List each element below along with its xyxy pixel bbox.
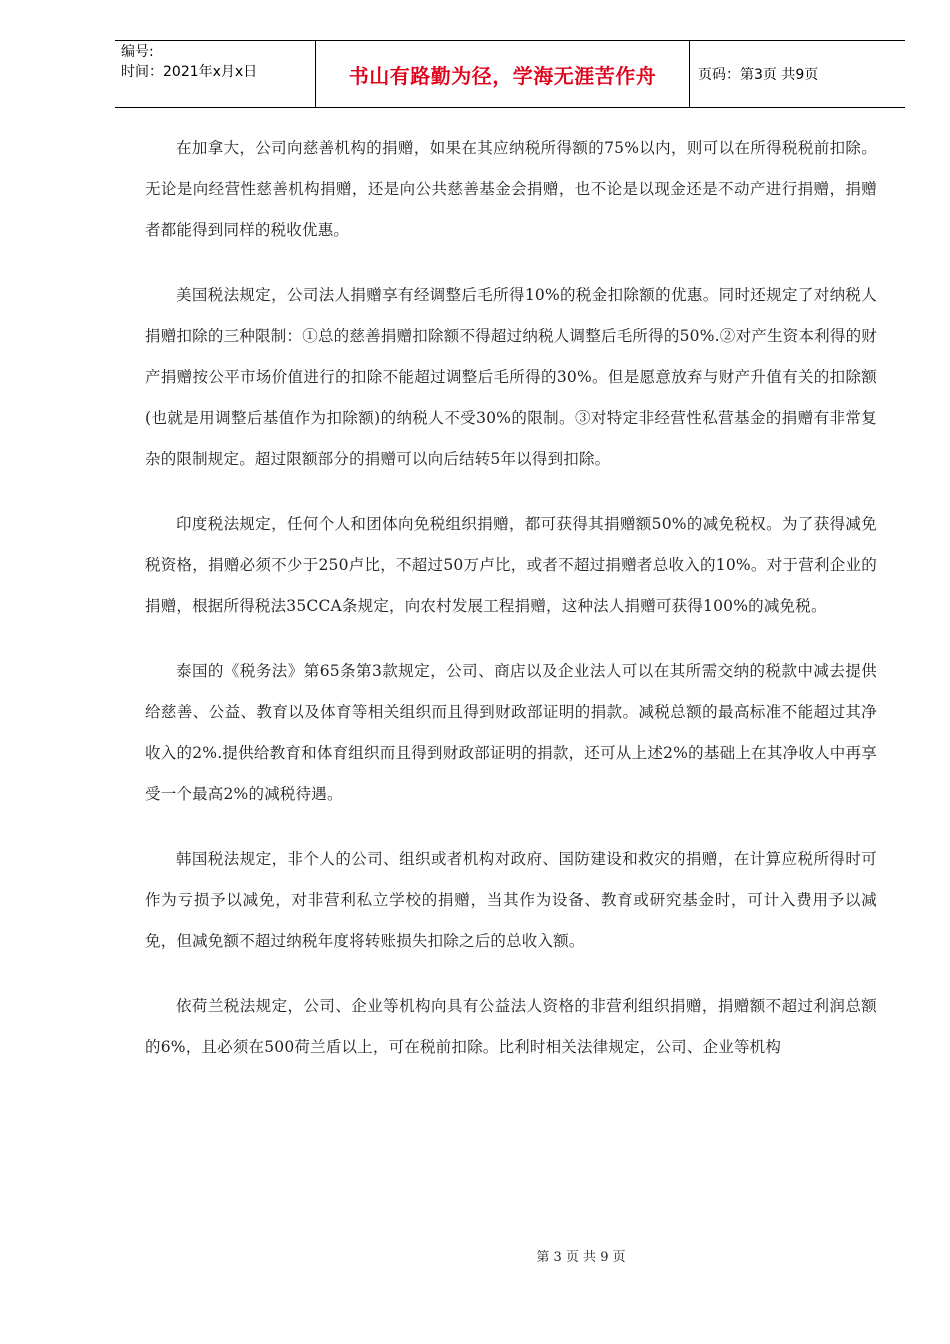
number-label: 编号: [121,44,154,60]
header-page-label: 页码：第3页 共9页 [698,67,819,83]
paragraph-korea: 韩国税法规定，非个人的公司、组织或者机构对政府、国防建设和救灾的捐赠，在计算应税所得时可作为亏损予以减免，对非营利私立学校的捐赠，当其作为设备、教育或研究基金时，可计入费用予以减免，但减免额不超过纳税年度将转账损失扣除之后的总收入额。 [145,850,877,950]
paragraph-usa: 美国税法规定，公司法人捐赠享有经调整后毛所得10%的税金扣除额的优惠。同时还规定了对纳税人捐赠扣除的三种限制：①总的慈善捐赠扣除额不得超过纳税人调整后毛所得的50%.②对产生资本利得的财产捐赠按公平市场价值进行的扣除不能超过调整后毛所得的30%。但是愿意放弃与财产升值有关的扣除额(也就是用调整后基值作为扣除额)的纳税人不受30%的限制。③对特定非经营性私营基金的捐赠有非常复杂的限制规定。超过限额部分的捐赠可以向后结转5年以得到扣除。 [145,286,877,468]
paragraph-thailand: 泰国的《税务法》第65条第3款规定，公司、商店以及企业法人可以在其所需交纳的税款中减去提供给慈善、公益、教育以及体育等相关组织而且得到财政部证明的捐款。减税总额的最高标准不能超过其净收入的2%.提供给教育和体育组织而且得到财政部证明的捐款，还可从上述2%的基础上在其净收人中再享受一个最高2%的减税待遇。 [145,662,877,803]
time-label: 时间：2021年x月x日 [121,64,258,80]
paragraph-india: 印度税法规定，任何个人和团体向免税组织捐赠，都可获得其捐赠额50%的减免税权。为了获得减免税资格，捐赠必须不少于250卢比，不超过50万卢比，或者不超过捐赠者总收入的10%。对于营利企业的捐赠，根据所得税法35CCA条规定，向农村发展工程捐赠，这种法人捐赠可获得100%的减免税。 [145,515,877,615]
document-body [145,128,877,1092]
page-header [115,40,905,108]
paragraph-netherlands: 依荷兰税法规定，公司、企业等机构向具有公益法人资格的非营利组织捐赠，捐赠额不超过利润总额的6%，且必须在500荷兰盾以上，可在税前扣除。比利时相关法律规定，公司、企业等机构 [145,997,877,1056]
header-meta [115,41,316,107]
page-footer: 第 3 页 共 9 页 [536,1250,626,1265]
paragraph-canada: 在加拿大，公司向慈善机构的捐赠，如果在其应纳税所得额的75%以内，则可以在所得税税前扣除。无论是向经营性慈善机构捐赠，还是向公共慈善基金会捐赠，也不论是以现金还是不动产进行捐赠，捐赠者都能得到同样的税收优惠。 [145,139,877,239]
header-motto: 书山有路勤为径，学海无涯苦作舟 [316,41,690,107]
